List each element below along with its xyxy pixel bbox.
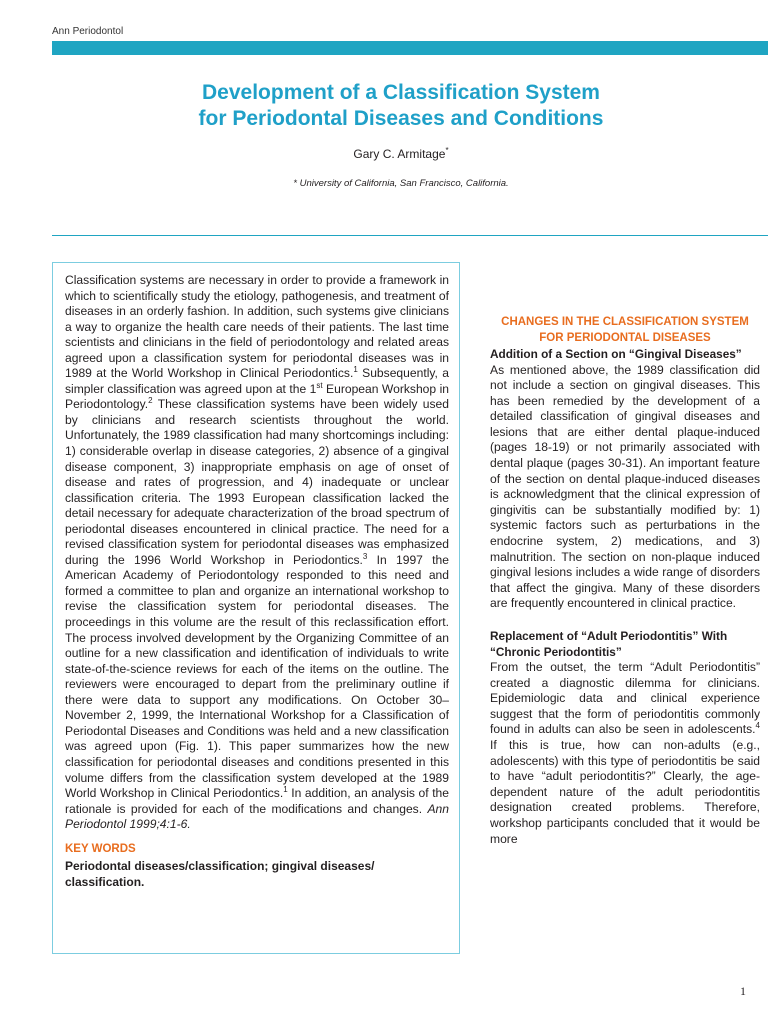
paragraph-part: If this is true, how can non-adults (e.g., adolescents) with this type of periodontitis be said to have “adult periodontitis?” Clearly, the age-dependent nature of the adult periodontitis designation created problems. Therefore, workshop participants concluded that it would be more xyxy=(490,737,760,846)
affiliation: * University of California, San Francisco, California. xyxy=(293,178,509,189)
abstract-box xyxy=(52,262,460,954)
reference-marker: 3 xyxy=(362,551,368,561)
author-name: Gary C. Armitage xyxy=(353,147,446,161)
article-title xyxy=(0,80,768,132)
abstract-part: In 1997 the American Academy of Periodontology responded to this need and formed a committee to plan and organize an international workshop to revise the classification system for periodontal diseases. The proceedings in this volume are the result of this reclassification effort. The process involved development by the Organizing Committee of an outline for a new classification and identification of individuals to write state-of-the-science reviews for each of the items on the outline. The reviewers were encouraged to depart from the preliminary outline if there were data to support any modifications. On October 30–November 2, 1999, the International Workshop for a Classification of Periodontal Diseases and Conditions was held and a new classification was agreed upon (Fig. 1). This paper summarizes how the new classification for periodontal diseases and conditions presented in this volume differs from the classification system developed at the 1989 World Workshop in Clinical Periodontics. xyxy=(65,552,449,801)
spacer xyxy=(490,612,760,628)
ordinal-suffix: st xyxy=(316,380,323,390)
reference-marker: 2 xyxy=(148,396,153,406)
paragraph-gingival-diseases: As mentioned above, the 1989 classification did not include a section on gingival diseases. This has been remedied by the development of a detailed classification of gingival diseases and lesions that are either dental plaque-induced (pages 18-19) or not primarily associated with dental plaque (pages 30-31). An important feature of the section on dental plaque-induced diseases is acknowledgment that the clinical expression of gingivitis can be substantially modified by: 1) systemic factors such as perturbations in the endocrine system, 2) medications, and 3) malnutrition. The section on non-plaque induced gingival lesions includes a wide range of disorders that affect the gingiva. Many of these disorders are frequently encountered in clinical practice. xyxy=(490,362,760,611)
abstract-part: Classification systems are necessary in order to provide a framework in which to scientifically study the etiology, pathogenesis, and treatment of diseases in an orderly fashion. In addition, such systems give clinicians a way to organize the health care needs of their patients. The last time scientists and clinicians in the field of periodontology and related areas agreed upon a classification system for periodontal diseases was in 1989 at the World Workshop in Clinical Periodontics. xyxy=(65,273,449,381)
paragraph-chronic-periodontitis xyxy=(490,660,760,847)
title-line-2: for Periodontal Diseases and Conditions xyxy=(198,107,604,130)
header-rule xyxy=(52,235,768,236)
page-number: 1 xyxy=(740,984,746,998)
keywords-text: Periodontal diseases/classification; gingival diseases/ classification. xyxy=(65,858,375,889)
subheading-chronic-periodontitis: Replacement of “Adult Periodontitis” With “Chronic Periodontitis” xyxy=(490,629,728,659)
abstract-citation: Ann Periodontol 1999;4:1-6. xyxy=(65,801,449,832)
right-column xyxy=(490,314,760,847)
reference-marker: 1 xyxy=(283,785,288,795)
reference-marker: 4 xyxy=(755,721,760,731)
subheading-gingival-diseases: Addition of a Section on “Gingival Diseases” xyxy=(490,347,742,361)
author xyxy=(0,146,768,161)
abstract-part: European Workshop in Periodontology. xyxy=(65,381,449,412)
abstract-part: In addition, an analysis of the rationale is provided for each of the modifications and changes. xyxy=(65,786,450,816)
keywords-heading: KEY WORDS xyxy=(65,842,136,855)
paragraph-part: From the outset, the term “Adult Periodontitis” created a diagnostic dilemma for clinicians. Epidemiologic data and clinical experience suggest that the form of periodontitis commonly found in adults can also be seen in adolescents. xyxy=(490,660,760,737)
section-heading: CHANGES IN THE CLASSIFICATION SYSTEM FOR PERIODONTAL DISEASES xyxy=(501,316,749,344)
reference-marker: 1 xyxy=(353,365,358,375)
header-band xyxy=(52,41,768,55)
abstract-part: These classification systems have been widely used by clinicians and research scientists throughout the world. Unfortunately, the 1989 classification had many shortcomings including: 1) considerable overlap in disease categories, 2) absence of a gingival disease component, 3) inappropriate emphasis on age of onset of disease and rates of progression, and 4) inadequate or unclear classification criteria. The 1993 European classification lacked the detail necessary for adequate characterization of the broad spectrum of periodontal diseases encountered in clinical practice. The need for a revised classification system for periodontal diseases was emphasized during the 1996 World Workshop in Periodontics. xyxy=(65,397,449,567)
title-line-1: Development of a Classification System xyxy=(202,81,600,104)
author-mark: * xyxy=(445,146,449,155)
abstract-part: Subsequently, a simpler classification was agreed upon at the 1 xyxy=(65,366,449,396)
journal-name: Ann Periodontol xyxy=(52,26,124,37)
abstract-text xyxy=(65,273,449,833)
